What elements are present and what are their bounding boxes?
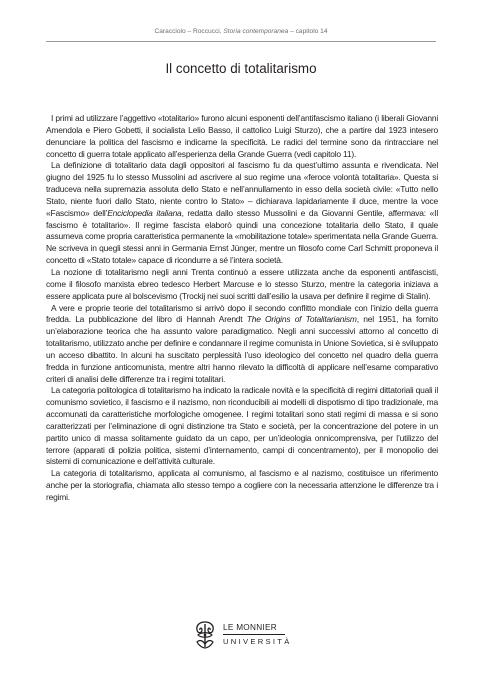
header-chapter: – capitolo 14 bbox=[288, 28, 328, 35]
publisher-logo bbox=[193, 620, 293, 654]
paragraph bbox=[46, 303, 438, 386]
header-rule bbox=[46, 41, 436, 42]
paragraph bbox=[46, 160, 438, 267]
header-book-title: Storia contemporanea bbox=[223, 28, 289, 35]
paragraph-run: La categoria di totalitarismo, applicata al comunismo, al fascismo e al nazismo, costituisce un riferimento anche per la storiografia, chiamata allo stesso tempo a cogliere con la necessaria attenzione le differenze tra i regimi. bbox=[46, 468, 438, 502]
paragraph-italic-run: Enciclopedia italiana bbox=[107, 207, 182, 218]
paragraph bbox=[46, 468, 438, 504]
paragraph bbox=[46, 385, 438, 468]
header-authors: Caracciolo – Roccucci, bbox=[154, 28, 224, 35]
running-header bbox=[0, 28, 482, 35]
paragraph-run: La nozione di totalitarismo negli anni Trenta continuò a essere utilizzata anche da esponenti antifascisti, come il filosofo marxista ebreo tedesco Herbert Marcuse e lo stesso Sturzo, mentre la categoria iniziava a essere applicata pure al bolscevismo (Trockij nei suoi scritti dall’esilio la usava per definire il regime di Stalin). bbox=[46, 266, 438, 301]
paragraph bbox=[46, 267, 438, 303]
paragraph-run: , nel 1951, ha fornito un’elaborazione teorica che ha assunto valore paradigmatico. Negli anni successivi attorno al concetto di totalitarismo, utilizzato anche per definire e condannare il regime comunista in Unione Sovietica, si è sviluppato un acceso dibattito. In alcuni ha suscitato perplessità l’uso ideologico del concetto nel quadro della guerra fredda in funzione anticomunista, mentre altri hanno rilevato la difficoltà di applicare nell’esame comparativo criteri di analisi delle differenze tra i regimi totalitari. bbox=[46, 314, 439, 384]
paragraph-run: , redatta dallo stesso Mussolini e da Giovanni Gentile, affermava: «Il fascismo è totalitario». Il regime fascista elaborò quindi una concezione totalitaria dello Stato, il quale assumeva come propria caratteristica permanente la «mobilitazione totale» sperimentata nella Grande Guerra. Ne scriveva in quegli stessi anni in Germania Ernst Jünger, mentre un filosofo come Carl Schmitt proponeva il concetto di «Stato totale» capace di ricondurre a sé l’intera società. bbox=[46, 207, 438, 266]
paragraph-run: I primi ad utilizzare l’aggettivo «totalitario» furono alcuni esponenti dell’antifascismo italiano (i liberali Giovanni Amendola e Piero Gobetti, il socialista Lelio Basso, il cattolico Luigi Sturzo), che a partire dal 1923 intesero denunciare la politica del fascismo e indicarne la specificità. Le radici del termine sono da rintracciare nel concetto di guerra totale applicato all’esperienza della Grande Guerra (vedi capitolo 11). bbox=[46, 113, 438, 159]
paragraph-run: La definizione di totalitario data dagli oppositori al fascismo fu da quest’ultimo assunta e rivendicata. Nel giugno del 1925 fu lo stesso Mussolini ad ascrivere al suo regime una «feroce volontà totalitaria». Questa si traduceva nella supremazia assoluta dello Stato e nell’annullamento in esso della società civile: «Tutto nello Stato, niente fuori dallo Stato, niente contro lo Stato» – dichiarava lapidariamente il duce, mentre la voce «Fascismo» dell’ bbox=[46, 160, 438, 218]
paragraph-italic-run: The Origins of Totalitarianism bbox=[246, 314, 357, 325]
paragraph-run: La categoria politologica di totalitarismo ha indicato la radicale novità e la specificità di regimi dittatoriali quali il comunismo sovietico, il fascismo e il nazismo, non riconducibili ai modelli di dispotismo di tipo tradizionale, ma accomunati da caratteristiche morfologiche omogenee. I regimi totalitari sono stati regimi di massa e si sono caratterizzati per l’eliminazione di ogni distinzione tra Stato e società, per la concentrazione del potere in un partito unico di massa solitamente guidato da un capo, per un’ideologia onnicomprensiva, per l’utilizzo del terrore (apparati di polizia politica, sistemi d’internamento, campi di concentramento), per il monopolio dei sistemi di comunicazione e dell’attività culturale. bbox=[46, 385, 438, 467]
publisher-name: LE MONNIER bbox=[223, 623, 277, 632]
publisher-rule bbox=[223, 634, 285, 635]
paragraph bbox=[46, 113, 438, 160]
body-text bbox=[46, 113, 438, 504]
publisher-subtitle: UNIVERSITÀ bbox=[223, 637, 292, 646]
publisher-monogram-icon bbox=[193, 620, 217, 650]
page-title: Il concetto di totalitarismo bbox=[165, 61, 317, 76]
paragraph-run: A vere e proprie teorie del totalitarismo si arrivò dopo il secondo conflitto mondiale con l’inizio della guerra fredda. La pubblicazione del libro di Hannah Arendt bbox=[46, 302, 438, 325]
